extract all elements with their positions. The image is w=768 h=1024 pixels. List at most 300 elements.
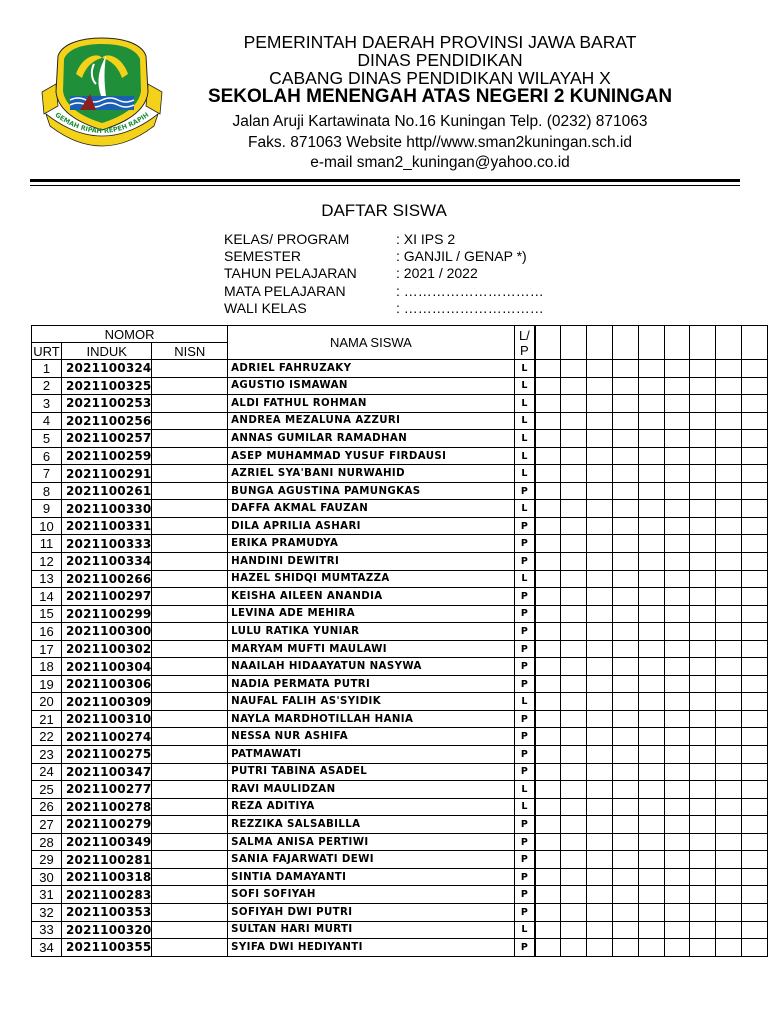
blank-grade-cell [742,605,768,623]
student-nisn [152,658,228,676]
blank-grade-cell [535,939,561,957]
student-name: REZA ADITIYA [228,798,515,816]
meta-value: : XI IPS 2 [396,231,456,247]
blank-grade-cell [613,798,639,816]
blank-grade-cell [742,447,768,465]
row-number: 11 [32,535,62,553]
blank-grade-cell [690,886,716,904]
blank-grade-cell [664,535,690,553]
blank-grade-cell [716,763,742,781]
blank-grade-cell [535,763,561,781]
student-gender: L [514,570,535,588]
blank-grade-cell [561,710,587,728]
blank-grade-cell [613,921,639,939]
student-name: BUNGA AGUSTINA PAMUNGKAS [228,482,515,500]
blank-grade-cell [742,675,768,693]
letterhead-fax-website: Faks. 871063 Website http//www.sman2kuningan.sch.id [248,134,632,151]
blank-grade-cell [535,728,561,746]
blank-grade-cell [716,921,742,939]
header-gender-bottom: P [520,342,529,358]
blank-grade-cell [638,781,664,799]
student-gender: L [514,412,535,430]
blank-grade-cell [664,833,690,851]
blank-grade-cell [742,412,768,430]
blank-grade-cell [690,360,716,378]
blank-grade-cell [690,763,716,781]
header-nama-siswa: NAMA SISWA [228,326,515,360]
student-name: HAZEL SHIDQI MUMTAZZA [228,570,515,588]
blank-grade-cell [587,377,613,395]
student-nisn [152,535,228,553]
student-induk-number: 2021100318 [61,868,152,886]
blank-grade-cell [587,851,613,869]
table-row [32,763,768,781]
letterhead-department: DINAS PENDIDIKAN [357,50,523,70]
blank-grade-cell [742,710,768,728]
blank-grade-cell [716,675,742,693]
blank-grade-cell [587,430,613,448]
blank-grade-cell [561,798,587,816]
blank-grade-cell [638,763,664,781]
student-gender: L [514,798,535,816]
blank-grade-cell [561,360,587,378]
blank-header-cell [742,326,768,360]
table-row [32,588,768,606]
row-number: 16 [32,623,62,641]
blank-grade-cell [561,605,587,623]
student-name: SOFI SOFIYAH [228,886,515,904]
student-gender: P [514,939,535,957]
blank-grade-cell [716,482,742,500]
header-gender [514,326,535,360]
blank-grade-cell [613,605,639,623]
blank-grade-cell [587,763,613,781]
student-induk-number: 2021100281 [61,851,152,869]
blank-grade-cell [561,535,587,553]
blank-header-cell [664,326,690,360]
table-row [32,553,768,571]
blank-grade-cell [613,412,639,430]
blank-grade-cell [716,395,742,413]
blank-grade-cell [535,482,561,500]
blank-grade-cell [742,482,768,500]
table-row [32,395,768,413]
blank-grade-cell [638,482,664,500]
blank-grade-cell [742,500,768,518]
student-name: DILA APRILIA ASHARI [228,517,515,535]
blank-grade-cell [587,570,613,588]
table-row [32,377,768,395]
header-nomor: NOMOR [32,326,228,343]
student-name: SANIA FAJARWATI DEWI [228,851,515,869]
blank-grade-cell [638,360,664,378]
blank-grade-cell [587,816,613,834]
student-name: ANNAS GUMILAR RAMADHAN [228,430,515,448]
blank-grade-cell [690,710,716,728]
letterhead-email: e-mail sman2_kuningan@yahoo.co.id [310,154,570,171]
blank-grade-cell [664,798,690,816]
blank-grade-cell [664,728,690,746]
blank-grade-cell [664,710,690,728]
blank-grade-cell [742,658,768,676]
blank-grade-cell [742,939,768,957]
blank-grade-cell [716,570,742,588]
blank-grade-cell [587,605,613,623]
blank-grade-cell [690,658,716,676]
blank-grade-cell [690,500,716,518]
student-gender: P [514,535,535,553]
row-number: 8 [32,482,62,500]
blank-grade-cell [690,570,716,588]
blank-grade-cell [535,798,561,816]
blank-grade-cell [535,553,561,571]
table-row [32,903,768,921]
student-name: ALDI FATHUL ROHMAN [228,395,515,413]
blank-grade-cell [664,623,690,641]
student-nisn [152,939,228,957]
student-induk-number: 2021100334 [61,553,152,571]
table-row [32,675,768,693]
blank-grade-cell [716,658,742,676]
student-nisn [152,728,228,746]
blank-grade-cell [664,412,690,430]
student-name: NAYLA MARDHOTILLAH HANIA [228,710,515,728]
blank-grade-cell [638,728,664,746]
student-induk-number: 2021100325 [61,377,152,395]
table-row [32,868,768,886]
blank-grade-cell [561,693,587,711]
blank-grade-cell [638,640,664,658]
student-name: LULU RATIKA YUNIAR [228,623,515,641]
blank-header-cell [638,326,664,360]
meta-label: MATA PELAJARAN [224,282,346,299]
blank-grade-cell [613,553,639,571]
blank-grade-cell [587,482,613,500]
blank-grade-cell [613,395,639,413]
blank-grade-cell [613,816,639,834]
blank-grade-cell [664,500,690,518]
blank-grade-cell [587,903,613,921]
blank-grade-cell [664,605,690,623]
letterhead-divider-thin [30,185,740,186]
blank-grade-cell [587,693,613,711]
blank-grade-cell [587,868,613,886]
blank-grade-cell [690,833,716,851]
blank-grade-cell [535,903,561,921]
student-nisn [152,465,228,483]
student-gender: P [514,517,535,535]
blank-grade-cell [561,868,587,886]
blank-grade-cell [613,658,639,676]
blank-grade-cell [561,482,587,500]
blank-grade-cell [742,465,768,483]
student-nisn [152,447,228,465]
student-gender: L [514,395,535,413]
blank-grade-cell [690,903,716,921]
blank-grade-cell [690,921,716,939]
provincial-emblem-logo [36,34,168,152]
blank-grade-cell [716,903,742,921]
student-gender: P [514,868,535,886]
blank-grade-cell [561,588,587,606]
student-nisn [152,640,228,658]
student-name: PATMAWATI [228,746,515,764]
blank-grade-cell [561,833,587,851]
blank-grade-cell [535,868,561,886]
student-nisn [152,921,228,939]
blank-grade-cell [716,517,742,535]
student-induk-number: 2021100302 [61,640,152,658]
student-nisn [152,816,228,834]
letterhead-government: PEMERINTAH DAERAH PROVINSI JAWA BARAT [243,32,637,52]
blank-grade-cell [535,851,561,869]
table-row [32,833,768,851]
blank-header-cell [716,326,742,360]
student-nisn [152,605,228,623]
blank-grade-cell [587,360,613,378]
student-induk-number: 2021100256 [61,412,152,430]
student-name: NESSA NUR ASHIFA [228,728,515,746]
student-induk-number: 2021100261 [61,482,152,500]
student-nisn [152,430,228,448]
blank-grade-cell [716,710,742,728]
table-row [32,570,768,588]
meta-row-class [224,231,544,248]
blank-grade-cell [742,868,768,886]
student-gender: P [514,851,535,869]
student-gender: P [514,675,535,693]
blank-grade-cell [587,447,613,465]
blank-grade-cell [613,570,639,588]
blank-grade-cell [716,465,742,483]
student-name: NADIA PERMATA PUTRI [228,675,515,693]
blank-grade-cell [561,640,587,658]
blank-grade-cell [716,535,742,553]
student-gender: P [514,903,535,921]
blank-grade-cell [716,430,742,448]
student-name: ANDREA MEZALUNA AZZURI [228,412,515,430]
row-number: 27 [32,816,62,834]
blank-grade-cell [638,921,664,939]
row-number: 23 [32,746,62,764]
blank-grade-cell [690,623,716,641]
blank-grade-cell [613,675,639,693]
table-row [32,412,768,430]
student-name: ERIKA PRAMUDYA [228,535,515,553]
blank-grade-cell [664,482,690,500]
table-row [32,465,768,483]
table-row [32,535,768,553]
blank-grade-cell [716,728,742,746]
row-number: 21 [32,710,62,728]
blank-grade-cell [613,535,639,553]
table-row [32,798,768,816]
blank-grade-cell [716,605,742,623]
blank-grade-cell [690,693,716,711]
student-gender: P [514,833,535,851]
blank-grade-cell [561,570,587,588]
blank-grade-cell [613,903,639,921]
blank-grade-cell [742,746,768,764]
blank-grade-cell [716,360,742,378]
blank-grade-cell [535,447,561,465]
blank-grade-cell [587,833,613,851]
row-number: 7 [32,465,62,483]
blank-grade-cell [690,781,716,799]
student-name: SALMA ANISA PERTIWI [228,833,515,851]
table-row [32,360,768,378]
blank-grade-cell [561,763,587,781]
blank-grade-cell [716,868,742,886]
student-name: ADRIEL FAHRUZAKY [228,360,515,378]
blank-grade-cell [716,447,742,465]
letterhead-address: Jalan Aruji Kartawinata No.16 Kuningan Telp. (0232) 871063 [232,113,648,130]
blank-grade-cell [587,553,613,571]
blank-grade-cell [664,903,690,921]
blank-grade-cell [535,658,561,676]
blank-grade-cell [664,868,690,886]
table-row [32,482,768,500]
header-urt: URT [33,343,60,359]
blank-grade-cell [742,570,768,588]
student-name: PUTRI TABINA ASADEL [228,763,515,781]
table-row [32,430,768,448]
blank-grade-cell [742,921,768,939]
blank-grade-cell [587,781,613,799]
blank-grade-cell [690,588,716,606]
student-name: SULTAN HARI MURTI [228,921,515,939]
student-induk-number: 2021100266 [61,570,152,588]
student-gender: P [514,605,535,623]
student-induk-number: 2021100297 [61,588,152,606]
row-number: 17 [32,640,62,658]
row-number: 19 [32,675,62,693]
blank-grade-cell [638,816,664,834]
meta-value: : 2021 / 2022 [396,265,478,282]
student-gender: P [514,588,535,606]
student-name: SINTIA DAMAYANTI [228,868,515,886]
student-gender: L [514,693,535,711]
blank-grade-cell [535,535,561,553]
blank-grade-cell [587,675,613,693]
blank-grade-cell [535,430,561,448]
blank-grade-cell [535,570,561,588]
blank-grade-cell [716,798,742,816]
blank-grade-cell [716,640,742,658]
student-nisn [152,833,228,851]
blank-grade-cell [716,500,742,518]
blank-grade-cell [690,939,716,957]
blank-grade-cell [690,465,716,483]
blank-grade-cell [638,517,664,535]
student-gender: P [514,816,535,834]
blank-grade-cell [742,395,768,413]
blank-grade-cell [638,430,664,448]
table-row [32,500,768,518]
blank-grade-cell [664,517,690,535]
blank-grade-cell [742,693,768,711]
blank-grade-cell [535,710,561,728]
table-row [32,728,768,746]
student-name: REZZIKA SALSABILLA [228,816,515,834]
blank-grade-cell [664,395,690,413]
blank-grade-cell [535,921,561,939]
meta-value: : GANJIL / GENAP *) [396,248,527,265]
blank-grade-cell [716,693,742,711]
blank-grade-cell [638,535,664,553]
blank-grade-cell [535,623,561,641]
blank-grade-cell [638,553,664,571]
student-nisn [152,746,228,764]
student-induk-number: 2021100324 [61,360,152,378]
row-number: 34 [32,939,62,957]
row-number: 4 [32,412,62,430]
blank-grade-cell [613,640,639,658]
blank-grade-cell [638,851,664,869]
blank-grade-cell [613,833,639,851]
blank-grade-cell [664,570,690,588]
student-name: KEISHA AILEEN ANANDIA [228,588,515,606]
blank-grade-cell [664,693,690,711]
blank-grade-cell [561,886,587,904]
blank-grade-cell [587,710,613,728]
student-nisn [152,553,228,571]
student-gender: L [514,430,535,448]
student-induk-number: 2021100279 [61,816,152,834]
student-gender: L [514,500,535,518]
blank-grade-cell [742,833,768,851]
table-header-row-top [32,326,768,343]
blank-grade-cell [664,640,690,658]
blank-grade-cell [587,921,613,939]
meta-row-homeroom-teacher [224,300,544,317]
blank-grade-cell [561,921,587,939]
meta-row-subject [224,283,544,300]
blank-grade-cell [716,851,742,869]
table-row [32,816,768,834]
student-gender: P [514,623,535,641]
blank-grade-cell [638,798,664,816]
row-number: 6 [32,447,62,465]
student-name: SYIFA DWI HEDIYANTI [228,939,515,957]
meta-label: SEMESTER [224,248,302,265]
student-induk-number: 2021100309 [61,693,152,711]
student-name: HANDINI DEWITRI [228,553,515,571]
blank-header-cell [561,326,587,360]
blank-grade-cell [561,465,587,483]
student-induk-number: 2021100278 [61,798,152,816]
student-nisn [152,710,228,728]
blank-grade-cell [638,500,664,518]
blank-grade-cell [742,360,768,378]
blank-grade-cell [742,430,768,448]
blank-header-cell [535,326,561,360]
student-induk-number: 2021100347 [61,763,152,781]
blank-grade-cell [561,675,587,693]
blank-grade-cell [613,430,639,448]
student-nisn [152,517,228,535]
blank-grade-cell [742,640,768,658]
row-number: 15 [32,605,62,623]
student-nisn [152,851,228,869]
blank-grade-cell [587,728,613,746]
blank-grade-cell [638,377,664,395]
student-roster-table [31,325,768,957]
table-row [32,447,768,465]
student-nisn [152,500,228,518]
header-gender-top: L/ [518,327,530,343]
blank-grade-cell [613,517,639,535]
